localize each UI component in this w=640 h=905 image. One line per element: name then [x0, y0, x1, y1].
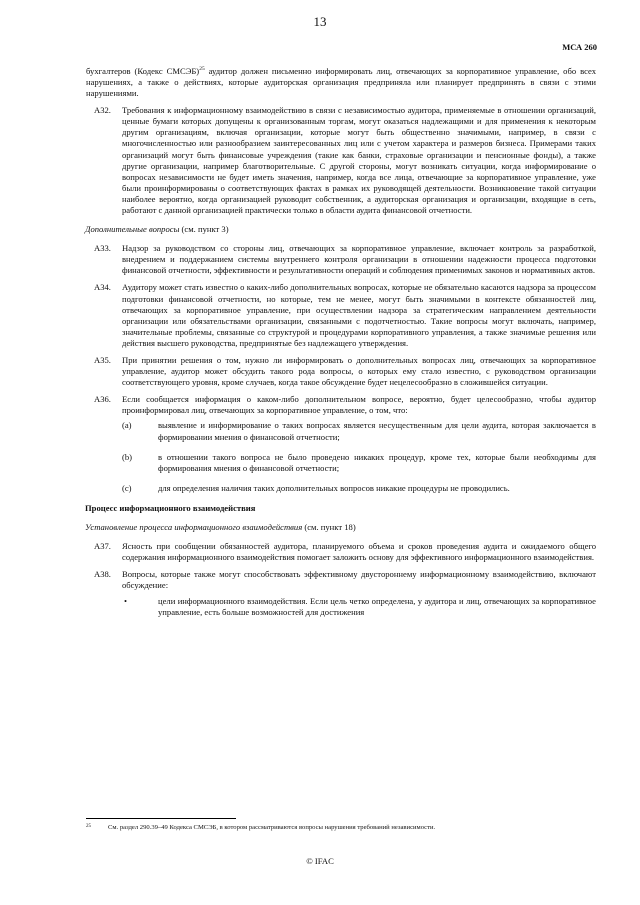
- paragraph-number: A37.: [94, 541, 111, 552]
- section-title: Дополнительные вопросы: [85, 224, 180, 235]
- header-standard-code: МСА 260: [562, 42, 597, 52]
- section-establishing-process: [85, 522, 596, 533]
- footnote: [86, 824, 596, 832]
- paragraph-text: Аудитору может стать известно о каких-либо дополнительных вопросах, которые не обязательно касаются надзора за процессом подготовки финансовой отчетности, но которые, тем не менее, могут быть значимыми в контексте обязанностей лиц, отвечающих за корпоративное управление, при осуществлении надзора за стратегическим направлением деятельности организации или обязательствами организации, связанными с подотчетностью. Такие вопросы могут включать, например, значительные проблемы, связанные со структурой и процедурами корпоративного управления, а также значимые решения или действия высшего руководства, предпринятые без надлежащего утверждения.: [122, 282, 596, 348]
- section-heading-process: Процесс информационного взаимодействия: [85, 502, 256, 513]
- section-reference: (см. пункт 3): [179, 224, 229, 235]
- intro-continuation: [86, 64, 596, 99]
- paragraph-text: Вопросы, которые также могут способствовать эффективному двустороннему информационному взаимодействию, включают обсуждение:: [122, 569, 596, 591]
- footnote-number: 25: [86, 824, 91, 829]
- footnote-ref: 25: [199, 66, 205, 72]
- paragraph-a38: [86, 569, 596, 617]
- paragraph-number: A36.: [94, 394, 111, 405]
- paragraph-number: A38.: [94, 569, 111, 580]
- sub-item-b: [122, 452, 596, 474]
- paragraph-a37: [86, 541, 596, 563]
- page-number: 13: [313, 14, 327, 29]
- paragraph-a33: [86, 243, 596, 276]
- footer-copyright: © IFAC: [306, 856, 334, 866]
- paragraph-text: Требования к информационному взаимодействию в связи с независимостью аудитора, применяемые в отношении организаций, ценные бумаги которых допущены к организованным торгам, могут оказаться надлежащими и для применения к некоторым другим организациям, включая организации, которые могут быть общественно значимыми, например, в связи с многочисленностью или разнообразием заинтересованных лиц или с учетом характера и размеров бизнеса. Примерами таких организаций могут быть финансовые учреждения (такие как банки, страховые организации и пенсионные фонды), а также другие организации, например благотворительные. С другой стороны, могут возникать ситуации, когда информирование о вопросах независимости не будет иметь значения, например, когда все лица, отвечающие за корпоративное управление, уже были проинформированы о соответствующих фактах в рамках их руководящей деятельности. Возникновение такой ситуации наиболее вероятно, когда организацией руководит собственник, а аудиторская организация и организации, входящие в сеть, работают с данной организацией практически только в области аудита финансовой отчетности.: [122, 105, 596, 215]
- bullet-text: цели информационного взаимодействия. Если цель четко определена, у аудитора и лиц, отвечающих за корпоративное управление, есть больше возможностей для достижения: [158, 595, 596, 617]
- section-title: Установление процесса информационного взаимодействия: [85, 522, 303, 533]
- sub-item-text: в отношении такого вопроса не было проведено никаких процедур, кроме тех, которые были необходимы для формирования мнения о финансовой отчетности;: [158, 451, 596, 473]
- footnote-text: См. раздел 290.39–49 Кодекса СМСЭБ, в котором рассматриваются вопросы нарушения требований независимости.: [108, 824, 436, 831]
- sub-item-letter: (b): [122, 451, 133, 462]
- intro-text-start: бухгалтеров (Кодекс СМСЭБ): [86, 65, 200, 76]
- bullet-icon: •: [124, 595, 128, 606]
- paragraph-text: Ясность при сообщении обязанностей аудитора, планируемого объема и сроков проведения аудита и ожидаемого общего содержания информационного взаимодействия помогает заложить основу для эффективного информационного взаимодействия.: [122, 541, 596, 563]
- paragraph-number: A34.: [94, 282, 111, 293]
- section-additional-issues: [85, 224, 596, 235]
- sub-item-list: [122, 420, 596, 493]
- paragraph-number: A32.: [94, 105, 111, 116]
- paragraph-text: При принятии решения о том, нужно ли информировать о дополнительных вопросах лиц, отвечающих за корпоративное управление, аудитор может обсудить такого рода вопросы, о которых ему стало известно, с руководством организации соответствующего уровня, кроме случаев, когда такое обсуждение будет нецелесообразно в сложившейся ситуации.: [122, 355, 596, 388]
- section-reference: (см. пункт 18): [302, 522, 356, 533]
- sub-item-letter: (a): [122, 420, 132, 431]
- paragraph-a32: [86, 105, 596, 216]
- sub-item-letter: (c): [122, 482, 132, 493]
- intro-text-rest: аудитор должен письменно информировать лиц, отвечающих за корпоративное управление, обо всех нарушениях, а также о действиях, которые аудиторская организация предприняла или планирует предпринять в связи с этими нарушениями.: [86, 65, 596, 99]
- document-body: [86, 64, 596, 624]
- sub-item-text: выявление и информирование о таких вопросах является несущественным для цели аудита, которая заключается в формировании мнения о финансовой отчетности;: [158, 420, 596, 442]
- sub-item-a: [122, 420, 596, 442]
- paragraph-a36: [86, 394, 596, 494]
- paragraph-number: A33.: [94, 243, 111, 254]
- sub-item-c: [122, 483, 596, 494]
- paragraph-text: Надзор за руководством со стороны лиц, отвечающих за корпоративное управление, включает контроль за разработкой, внедрением и поддержанием системы внутреннего контроля организации в отношении надежности процесса подготовки финансовой отчетности, эффективности и результативности операций и соблюдения применимых законов и нормативных актов.: [122, 243, 596, 276]
- paragraph-number: A35.: [94, 355, 111, 366]
- paragraph-a35: [86, 355, 596, 388]
- paragraph-a34: [86, 282, 596, 349]
- bullet-item: [122, 596, 596, 618]
- paragraph-text: Если сообщается информация о каком-либо дополнительном вопросе, вероятно, будет целесообразно, чтобы аудитор проинформировал лиц, отвечающих за корпоративное управление, о том, что:: [122, 394, 596, 416]
- footnote-divider: [86, 818, 236, 819]
- sub-item-text: для определения наличия таких дополнительных вопросов никакие процедуры не проводились.: [158, 482, 510, 493]
